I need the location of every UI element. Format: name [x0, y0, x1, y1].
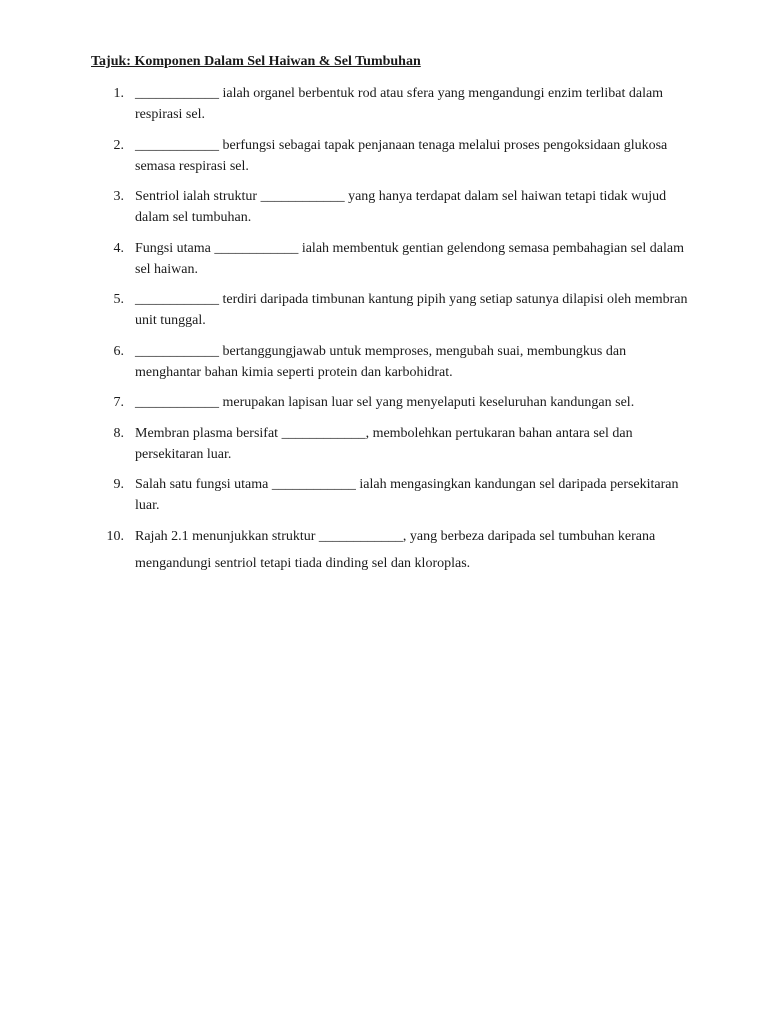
question-text: ____________ merupakan lapisan luar sel yang menyelaputi keseluruhan kandungan sel.: [135, 395, 635, 410]
question-text: ____________ ialah organel berbentuk rod atau sfera yang mengandungi enzim terlibat dalam respirasi sel.: [135, 86, 664, 122]
question-text: Sentriol ialah struktur ____________ yang hanya terdapat dalam sel haiwan tetapi tidak wujud dalam sel tumbuhan.: [135, 189, 667, 225]
question-item-4: [88, 238, 688, 280]
question-number: 2.: [113, 137, 124, 153]
question-text: Fungsi utama ____________ ialah membentuk gentian gelendong semasa pembahagian sel dalam sel haiwan.: [135, 240, 684, 277]
question-item-1: [88, 83, 688, 125]
question-text: ____________ terdiri daripada timbunan kantung pipih yang setiap satunya dilapisi oleh membran unit tunggal.: [135, 292, 688, 328]
question-text: ____________ bertanggungjawab untuk memproses, mengubah suai, membungkus dan menghantar bahan kimia seperti protein dan karbohidrat.: [135, 343, 627, 380]
question-number: 6.: [113, 343, 124, 359]
question-item-7: [88, 392, 688, 413]
question-number: 3.: [113, 189, 124, 204]
question-text: Salah satu fungsi utama ____________ ialah mengasingkan kandungan sel daripada persekitaran luar.: [135, 477, 679, 513]
question-number: 10.: [106, 528, 124, 544]
question-list: [88, 83, 688, 586]
question-number: 1.: [113, 86, 124, 101]
question-text: ____________ berfungsi sebagai tapak penjanaan tenaga melalui proses pengoksidaan glukosa semasa respirasi sel.: [135, 137, 668, 174]
question-item-6: [88, 341, 688, 383]
question-item-8: [88, 423, 688, 465]
page-title: Tajuk: Komponen Dalam Sel Haiwan & Sel Tumbuhan: [91, 54, 421, 69]
question-number: 5.: [113, 292, 124, 307]
question-item-10: [88, 523, 688, 577]
question-item-9: [88, 474, 688, 516]
question-number: 7.: [113, 395, 124, 410]
question-number: 9.: [113, 477, 124, 492]
question-item-2: [88, 135, 688, 177]
question-item-3: [88, 186, 688, 228]
question-text: Rajah 2.1 menunjukkan struktur ____________, yang berbeza daripada sel tumbuhan kerana mengandungi sentriol tetapi tiada dinding sel dan kloroplas.: [135, 528, 656, 571]
question-text: Membran plasma bersifat ____________, membolehkan pertukaran bahan antara sel dan persekitaran luar.: [135, 425, 633, 462]
question-number: 8.: [113, 425, 124, 441]
question-number: 4.: [113, 240, 124, 256]
question-item-5: [88, 289, 688, 331]
